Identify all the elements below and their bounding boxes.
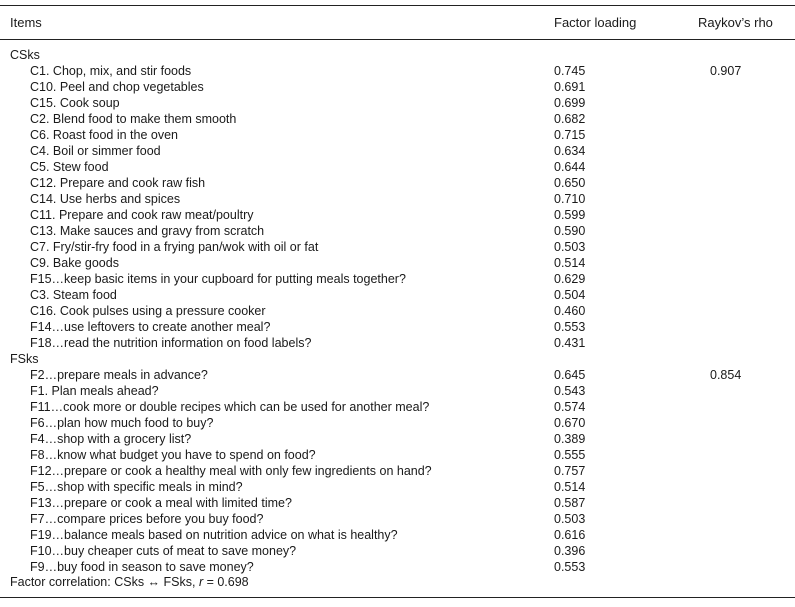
item-label: C5. Stew food — [30, 160, 109, 174]
factor-loading-value: 0.504 — [554, 288, 586, 302]
item-label: C2. Blend food to make them smooth — [30, 112, 237, 126]
factor-loading-value: 0.514 — [554, 256, 586, 270]
factor-loading-value: 0.644 — [554, 160, 586, 174]
footer-prefix: Factor correlation: CSks ↔ FSks, — [10, 575, 199, 589]
factor-loading-value: 0.514 — [554, 480, 586, 494]
item-label: C14. Use herbs and spices — [30, 192, 181, 206]
table-row — [0, 271, 795, 287]
item-label: F5…shop with specific meals in mind? — [30, 480, 243, 494]
table-row — [0, 559, 795, 575]
item-label: F13…prepare or cook a meal with limited time? — [30, 496, 292, 510]
item-label: C7. Fry/stir-fry food in a frying pan/wok with oil or fat — [30, 240, 319, 254]
table-row — [0, 159, 795, 175]
group-row — [0, 351, 795, 367]
factor-loading-value: 0.634 — [554, 144, 586, 158]
factor-correlation-note — [10, 574, 249, 590]
table-row — [0, 127, 795, 143]
factor-loading-value: 0.389 — [554, 432, 586, 446]
item-label: C12. Prepare and cook raw fish — [30, 176, 206, 190]
factor-loading-value: 0.503 — [554, 240, 586, 254]
table-row — [0, 479, 795, 495]
factor-loading-value: 0.650 — [554, 176, 586, 190]
table-row — [0, 335, 795, 351]
factor-loading-value: 0.396 — [554, 544, 586, 558]
factor-loading-value: 0.590 — [554, 224, 586, 238]
item-label: C15. Cook soup — [30, 96, 120, 110]
item-label: C10. Peel and chop vegetables — [30, 80, 204, 94]
factor-loading-value: 0.745 — [554, 64, 586, 78]
table-row — [0, 383, 795, 399]
factor-loading-value: 0.553 — [554, 560, 586, 574]
item-label: F11…cook more or double recipes which can be used for another meal? — [30, 400, 430, 414]
item-label: F2…prepare meals in advance? — [30, 368, 208, 382]
group-label: CSks — [10, 48, 40, 62]
factor-loading-value: 0.645 — [554, 368, 586, 382]
item-label: F15…keep basic items in your cupboard for putting meals together? — [30, 272, 406, 286]
factor-loading-value: 0.715 — [554, 128, 586, 142]
factor-loading-value: 0.574 — [554, 400, 586, 414]
footer-r-symbol: r — [198, 575, 204, 589]
item-label: C1. Chop, mix, and stir foods — [30, 64, 192, 78]
factor-loading-value: 0.555 — [554, 448, 586, 462]
factor-loading-value: 0.553 — [554, 320, 586, 334]
table-row — [0, 447, 795, 463]
factor-loading-value: 0.682 — [554, 112, 586, 126]
table-bottom-rule — [0, 597, 795, 598]
table-row — [0, 79, 795, 95]
table-row — [0, 95, 795, 111]
item-label: F18…read the nutrition information on food labels? — [30, 336, 312, 350]
table-row — [0, 463, 795, 479]
item-label: F1. Plan meals ahead? — [30, 384, 159, 398]
item-label: F7…compare prices before you buy food? — [30, 512, 264, 526]
table-row — [0, 543, 795, 559]
item-label: F14…use leftovers to create another meal? — [30, 320, 271, 334]
factor-loading-value: 0.460 — [554, 304, 586, 318]
item-label: C9. Bake goods — [30, 256, 119, 270]
table-row — [0, 207, 795, 223]
table-row — [0, 399, 795, 415]
factor-loading-value: 0.691 — [554, 80, 586, 94]
header-items: Items — [10, 15, 42, 30]
item-label: C16. Cook pulses using a pressure cooker — [30, 304, 266, 318]
item-label: F10…buy cheaper cuts of meat to save money? — [30, 544, 297, 558]
table-row — [0, 143, 795, 159]
table-header-rule — [0, 39, 795, 40]
table-row — [0, 111, 795, 127]
group-label: FSks — [10, 352, 39, 366]
raykov-rho-value: 0.854 — [710, 368, 742, 382]
header-factor-loading: Factor loading — [554, 15, 637, 30]
factor-loading-value: 0.699 — [554, 96, 586, 110]
table-row — [0, 223, 795, 239]
footer-suffix: = 0.698 — [203, 575, 249, 589]
item-label: F12…prepare or cook a healthy meal with only few ingredients on hand? — [30, 464, 432, 478]
table-row — [0, 303, 795, 319]
table-row — [0, 415, 795, 431]
table-row — [0, 191, 795, 207]
group-row — [0, 47, 795, 63]
item-label: C6. Roast food in the oven — [30, 128, 179, 142]
factor-loading-value: 0.616 — [554, 528, 586, 542]
table-row — [0, 367, 795, 383]
raykov-rho-value: 0.907 — [710, 64, 742, 78]
table-row — [0, 63, 795, 79]
item-label: C3. Steam food — [30, 288, 117, 302]
factor-loading-value: 0.503 — [554, 512, 586, 526]
table-row — [0, 431, 795, 447]
item-label: C13. Make sauces and gravy from scratch — [30, 224, 265, 238]
table-row — [0, 319, 795, 335]
table-top-rule — [0, 5, 795, 6]
table-row — [0, 287, 795, 303]
item-label: F6…plan how much food to buy? — [30, 416, 214, 430]
factor-loading-value: 0.431 — [554, 336, 586, 350]
table-row — [0, 175, 795, 191]
header-raykov-rho: Raykov’s rho — [698, 15, 773, 30]
factor-loading-value: 0.670 — [554, 416, 586, 430]
factor-loading-value: 0.599 — [554, 208, 586, 222]
factor-loading-value: 0.629 — [554, 272, 586, 286]
item-label: F4…shop with a grocery list? — [30, 432, 192, 446]
table-row — [0, 527, 795, 543]
factor-loading-value: 0.757 — [554, 464, 586, 478]
table-row — [0, 495, 795, 511]
table-row — [0, 511, 795, 527]
factor-loading-value: 0.543 — [554, 384, 586, 398]
item-label: F9…buy food in season to save money? — [30, 560, 254, 574]
item-label: C4. Boil or simmer food — [30, 144, 161, 158]
item-label: F19…balance meals based on nutrition advice on what is healthy? — [30, 528, 398, 542]
item-label: C11. Prepare and cook raw meat/poultry — [30, 208, 254, 222]
table-row — [0, 255, 795, 271]
table-row — [0, 239, 795, 255]
factor-loading-value: 0.710 — [554, 192, 586, 206]
item-label: F8…know what budget you have to spend on food? — [30, 448, 316, 462]
factor-loading-value: 0.587 — [554, 496, 586, 510]
